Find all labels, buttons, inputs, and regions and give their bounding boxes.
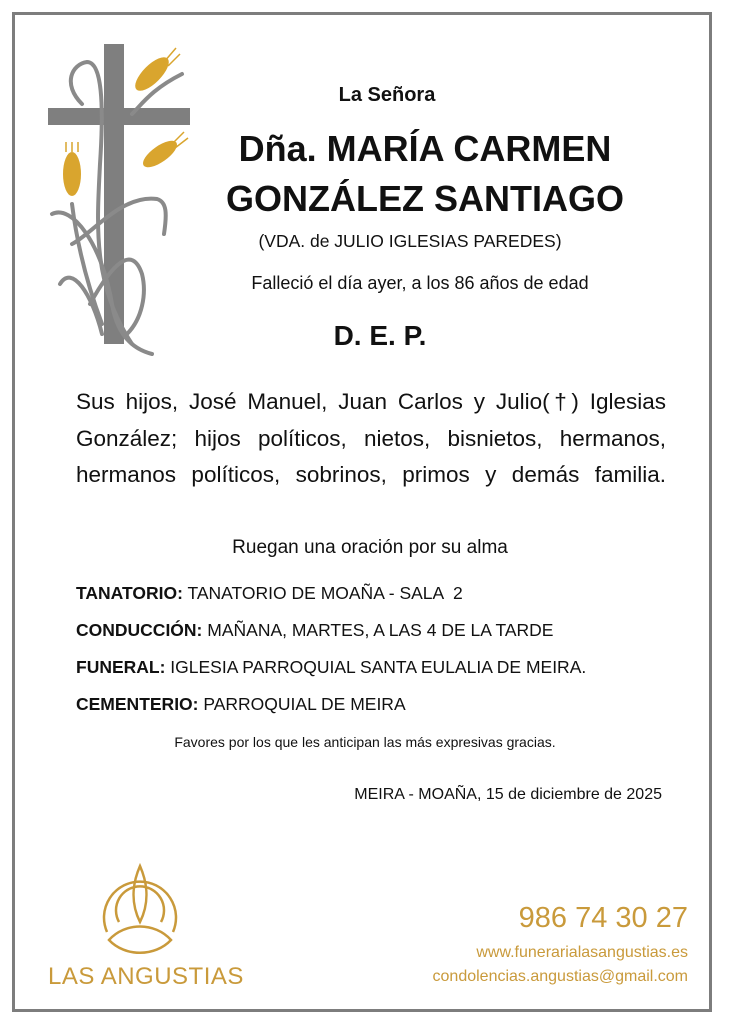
detail-tanatorio <box>76 583 463 604</box>
phone-number: 986 74 30 27 <box>518 902 688 934</box>
rip-text: D. E. P. <box>333 320 427 351</box>
detail-cementerio <box>76 694 406 715</box>
family-line: Sus hijos, José Manuel, Juan Carlos y Julio(†) Iglesias <box>76 389 666 414</box>
detail-label: FUNERAL: <box>76 657 166 677</box>
deceased-name-line2: GONZÁLEZ SANTIAGO <box>226 178 624 219</box>
family-line: González; hijos políticos, nietos, bisnietos, hermanos, <box>76 425 666 451</box>
family-line: hermanos políticos, sobrinos, primos y demás familia. <box>76 462 666 487</box>
detail-value: PARROQUIAL DE MEIRA <box>198 694 406 714</box>
widow-of: (VDA. de JULIO IGLESIAS PAREDES) <box>258 231 562 251</box>
deceased-name-line1: Dña. MARÍA CARMEN <box>238 128 612 169</box>
place-date: MEIRA - MOAÑA, 15 de diciembre de 2025 <box>354 786 662 803</box>
detail-value: TANATORIO DE MOAÑA - SALA 2 <box>182 583 463 603</box>
cross-wheat-icon <box>42 44 192 364</box>
detail-label: CEMENTERIO: <box>76 694 199 714</box>
detail-value: MAÑANA, MARTES, A LAS 4 DE LA TARDE <box>202 620 554 640</box>
death-info: Falleció el día ayer, a los 86 años de edad <box>251 273 589 293</box>
detail-label: TANATORIO: <box>76 583 183 603</box>
detail-funeral <box>76 657 586 678</box>
prayer-request: Ruegan una oración por su alma <box>232 537 508 558</box>
detail-conduccion <box>76 620 553 641</box>
thanks-note: Favores por los que les anticipan las más expresivas gracias. <box>174 734 556 750</box>
detail-value: IGLESIA PARROQUIAL SANTA EULALIA DE MEIRA. <box>165 657 587 677</box>
family-paragraph <box>76 384 666 494</box>
email-link[interactable]: condolencias.angustias@gmail.com <box>432 968 688 985</box>
website-link[interactable]: www.funerarialasangustias.es <box>476 944 688 961</box>
las-angustias-logo-icon <box>95 862 185 962</box>
detail-label: CONDUCCIÓN: <box>76 620 203 640</box>
salutation: La Señora <box>338 84 436 106</box>
logo-text: LAS ANGUSTIAS <box>48 963 244 990</box>
